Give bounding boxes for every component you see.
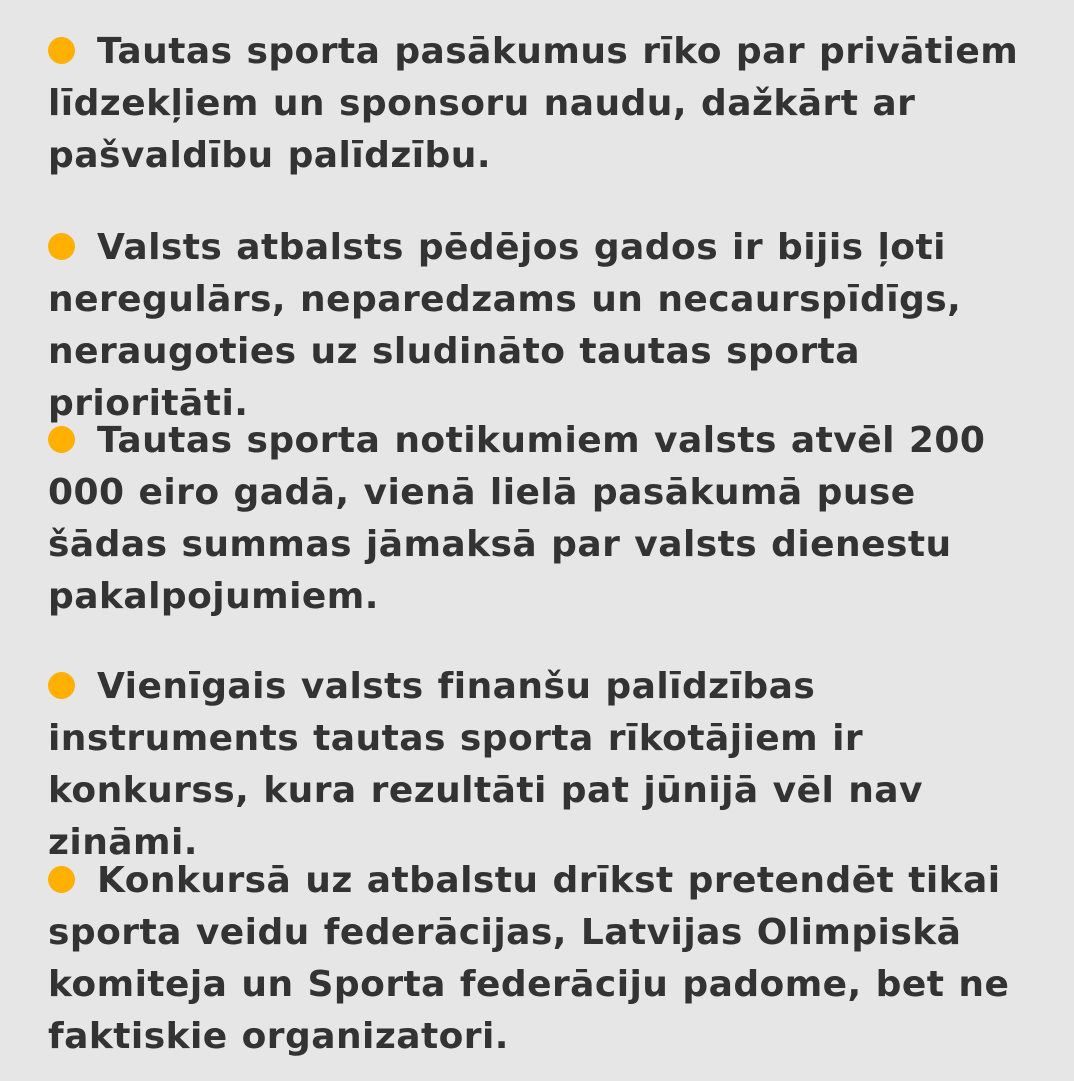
bullet-text: Valsts atbalsts pēdējos gados ir bijis ļoti neregulārs, neparedzams un necaurspīdīgs, neraugoties uz sludināto tautas sporta prioritāti. bbox=[48, 227, 962, 424]
bullet-item bbox=[48, 222, 1038, 430]
bullet-dot-icon bbox=[48, 426, 75, 453]
bullet-dot-icon bbox=[48, 866, 75, 893]
bullet-item bbox=[48, 26, 1038, 182]
bullet-item bbox=[48, 415, 1038, 623]
bullet-item bbox=[48, 855, 1038, 1063]
bullet-text: Tautas sporta notikumiem valsts atvēl 200 000 eiro gadā, vienā lielā pasākumā puse šādas summas jāmaksā par valsts dienestu pakalpojumiem. bbox=[48, 420, 986, 617]
bullet-item bbox=[48, 661, 1038, 869]
bullet-dot-icon bbox=[48, 233, 75, 260]
bullet-text: Tautas sporta pasākumus rīko par privātiem līdzekļiem un sponsoru naudu, dažkārt ar pašvaldību palīdzību. bbox=[48, 31, 1019, 176]
bullet-text: Vienīgais valsts finanšu palīdzības instruments tautas sporta rīkotājiem ir konkurss, kura rezultāti pat jūnijā vēl nav zināmi. bbox=[48, 666, 923, 863]
bullet-dot-icon bbox=[48, 672, 75, 699]
bullet-dot-icon bbox=[48, 37, 75, 64]
bullet-text: Konkursā uz atbalstu drīkst pretendēt tikai sporta veidu federācijas, Latvijas Olimpiskā komiteja un Sporta federāciju padome, bet ne faktiskie organizatori. bbox=[48, 860, 1010, 1057]
